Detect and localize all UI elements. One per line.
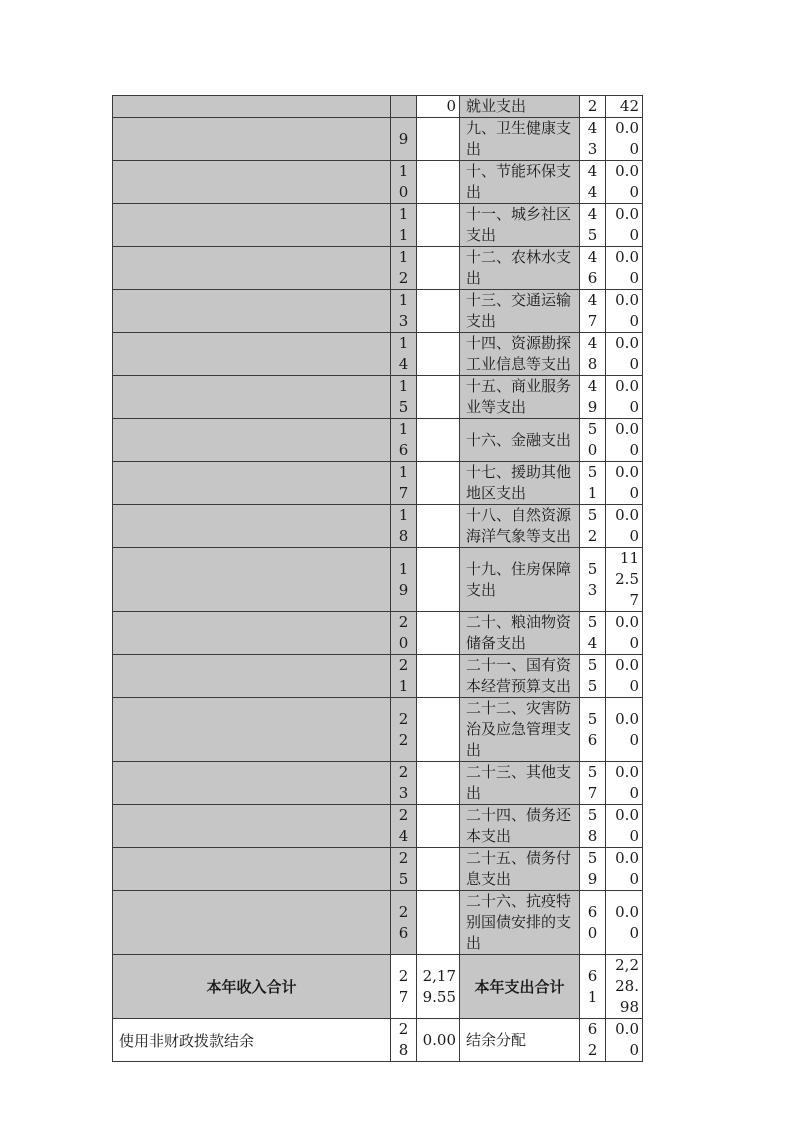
expense-line-no: 51 (580, 462, 606, 505)
surplus-distribution-line-no: 62 (580, 1019, 606, 1062)
income-item-cell (113, 96, 391, 118)
expense-total-amount: 2,228.98 (606, 955, 643, 1019)
income-line-no: 20 (391, 612, 417, 655)
income-item-cell (113, 805, 391, 848)
income-amount (417, 612, 460, 655)
income-line-no: 10 (391, 161, 417, 204)
expense-amount: 0.00 (606, 161, 643, 204)
income-amount (417, 118, 460, 161)
non-fiscal-balance-label: 使用非财政拨款结余 (113, 1019, 391, 1062)
expense-amount: 0.00 (606, 891, 643, 955)
income-amount (417, 891, 460, 955)
income-line-no: 9 (391, 118, 417, 161)
expense-amount: 0.00 (606, 290, 643, 333)
income-line-no: 22 (391, 698, 417, 762)
income-line-no: 17 (391, 462, 417, 505)
expense-line-no: 50 (580, 419, 606, 462)
table-row (113, 462, 643, 505)
table-row (113, 419, 643, 462)
expense-item-label: 二十五、债务付息支出 (460, 848, 580, 891)
income-amount (417, 419, 460, 462)
expense-item-label: 十二、农林水支出 (460, 247, 580, 290)
expense-amount: 0.00 (606, 848, 643, 891)
table-row (113, 204, 643, 247)
expense-item-label: 十五、商业服务业等支出 (460, 376, 580, 419)
expense-item-label: 二十二、灾害防治及应急管理支出 (460, 698, 580, 762)
income-amount (417, 290, 460, 333)
expense-item-label: 二十四、债务还本支出 (460, 805, 580, 848)
expense-amount: 0.00 (606, 655, 643, 698)
expense-line-no: 60 (580, 891, 606, 955)
expense-item-label: 二十一、国有资本经营预算支出 (460, 655, 580, 698)
income-expenditure-table (112, 95, 643, 1062)
income-amount (417, 805, 460, 848)
income-line-no: 25 (391, 848, 417, 891)
income-line-no: 21 (391, 655, 417, 698)
income-item-cell (113, 612, 391, 655)
expense-total-line-no: 61 (580, 955, 606, 1019)
expense-line-no: 58 (580, 805, 606, 848)
income-line-no: 18 (391, 505, 417, 548)
surplus-distribution-amount: 0.00 (606, 1019, 643, 1062)
income-total-amount: 2,179.55 (417, 955, 460, 1019)
income-item-cell (113, 204, 391, 247)
income-total-label: 本年收入合计 (113, 955, 391, 1019)
table-row (113, 96, 643, 118)
expense-amount: 0.00 (606, 762, 643, 805)
income-line-no: 23 (391, 762, 417, 805)
expense-item-label: 十三、交通运输支出 (460, 290, 580, 333)
expense-item-label: 十六、金融支出 (460, 419, 580, 462)
expense-amount: 0.00 (606, 204, 643, 247)
income-item-cell (113, 505, 391, 548)
income-item-cell (113, 247, 391, 290)
expense-line-no: 57 (580, 762, 606, 805)
expense-item-label: 十、节能环保支出 (460, 161, 580, 204)
income-line-no: 13 (391, 290, 417, 333)
expense-line-no: 53 (580, 548, 606, 612)
income-amount (417, 161, 460, 204)
income-item-cell (113, 548, 391, 612)
expense-amount: 0.00 (606, 376, 643, 419)
table-row (113, 891, 643, 955)
expense-item-label: 二十三、其他支出 (460, 762, 580, 805)
income-item-cell (113, 698, 391, 762)
expense-line-no: 52 (580, 505, 606, 548)
expense-amount: 0.00 (606, 805, 643, 848)
expense-amount: 0.00 (606, 419, 643, 462)
table-row (113, 247, 643, 290)
expense-item-label: 十九、住房保障支出 (460, 548, 580, 612)
expense-item-label: 十八、自然资源海洋气象等支出 (460, 505, 580, 548)
income-item-cell (113, 848, 391, 891)
expense-line-no: 55 (580, 655, 606, 698)
non-fiscal-balance-line-no: 28 (391, 1019, 417, 1062)
expense-item-label: 十一、城乡社区支出 (460, 204, 580, 247)
expense-amount: 0.00 (606, 333, 643, 376)
income-amount (417, 333, 460, 376)
expense-line-no: 44 (580, 161, 606, 204)
income-line-no: 11 (391, 204, 417, 247)
table-row (113, 655, 643, 698)
expense-item-label: 十七、援助其他地区支出 (460, 462, 580, 505)
expense-item-label: 九、卫生健康支出 (460, 118, 580, 161)
income-amount (417, 655, 460, 698)
table-row (113, 376, 643, 419)
expense-amount: 0.00 (606, 462, 643, 505)
expense-line-no: 46 (580, 247, 606, 290)
income-amount (417, 376, 460, 419)
expense-line-no: 47 (580, 290, 606, 333)
income-item-cell (113, 376, 391, 419)
income-item-cell (113, 762, 391, 805)
income-amount (417, 462, 460, 505)
table-row (113, 762, 643, 805)
expense-amount: 0.00 (606, 698, 643, 762)
expense-amount: 0.00 (606, 612, 643, 655)
income-amount (417, 505, 460, 548)
total-row (113, 955, 643, 1019)
expense-line-no: 49 (580, 376, 606, 419)
table-row (113, 698, 643, 762)
table-row (113, 290, 643, 333)
expense-item-label: 二十六、抗疫特别国债安排的支出 (460, 891, 580, 955)
income-line-no: 24 (391, 805, 417, 848)
income-item-cell (113, 419, 391, 462)
income-item-cell (113, 161, 391, 204)
expense-item-label: 就业支出 (460, 96, 580, 118)
expense-amount: 0.00 (606, 118, 643, 161)
income-total-line-no: 27 (391, 955, 417, 1019)
expense-amount: 0.00 (606, 247, 643, 290)
table-row (113, 505, 643, 548)
surplus-distribution-label: 结余分配 (460, 1019, 580, 1062)
expense-line-no: 54 (580, 612, 606, 655)
income-line-no: 14 (391, 333, 417, 376)
income-amount (417, 698, 460, 762)
income-amount (417, 247, 460, 290)
income-line-no: 16 (391, 419, 417, 462)
income-amount (417, 762, 460, 805)
expense-amount: 42 (606, 96, 643, 118)
expense-amount: 112.57 (606, 548, 643, 612)
balance-row (113, 1019, 643, 1062)
table-row (113, 848, 643, 891)
income-amount (417, 548, 460, 612)
table-row (113, 118, 643, 161)
expense-line-no: 45 (580, 204, 606, 247)
table-row (113, 161, 643, 204)
expense-line-no: 59 (580, 848, 606, 891)
table-row (113, 805, 643, 848)
income-item-cell (113, 655, 391, 698)
income-item-cell (113, 891, 391, 955)
table-row (113, 333, 643, 376)
expense-line-no: 2 (580, 96, 606, 118)
income-amount (417, 204, 460, 247)
income-line-no: 12 (391, 247, 417, 290)
expense-item-label: 十四、资源勘探工业信息等支出 (460, 333, 580, 376)
expense-item-label: 二十、粮油物资储备支出 (460, 612, 580, 655)
income-item-cell (113, 333, 391, 376)
expense-line-no: 48 (580, 333, 606, 376)
income-line-no: 15 (391, 376, 417, 419)
income-line-no: 26 (391, 891, 417, 955)
income-item-cell (113, 290, 391, 333)
income-line-no (391, 96, 417, 118)
income-item-cell (113, 118, 391, 161)
expense-amount: 0.00 (606, 505, 643, 548)
non-fiscal-balance-amount: 0.00 (417, 1019, 460, 1062)
expense-total-label: 本年支出合计 (460, 955, 580, 1019)
table-row (113, 548, 643, 612)
income-amount (417, 848, 460, 891)
table-row (113, 612, 643, 655)
income-line-no: 19 (391, 548, 417, 612)
expense-line-no: 56 (580, 698, 606, 762)
expense-line-no: 43 (580, 118, 606, 161)
income-item-cell (113, 462, 391, 505)
income-amount: 0 (417, 96, 460, 118)
